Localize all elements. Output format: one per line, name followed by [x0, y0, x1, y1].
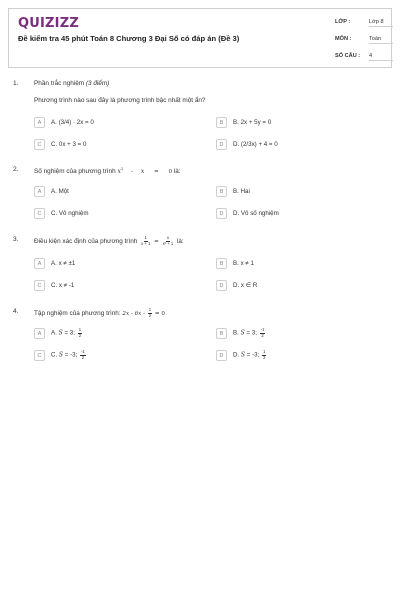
- option-letter: D: [216, 208, 227, 219]
- question-count-label: SỐ CÂU :: [335, 53, 361, 59]
- option-letter: C: [34, 139, 45, 150]
- option-letter: C: [34, 208, 45, 219]
- question-text: Điều kiện xác định của phương trình $\frac{1}{x + 1}$ = $\frac{x}{\text{x² + 1}}$ là:: [34, 235, 184, 246]
- option-letter: A: [34, 258, 45, 269]
- option-letter: C: [34, 350, 45, 361]
- option-b[interactable]: [216, 258, 254, 269]
- option-d[interactable]: [216, 350, 267, 361]
- question-number: 4.: [13, 308, 19, 315]
- option-letter: B: [216, 186, 227, 197]
- class-label: LỚP :: [335, 19, 351, 25]
- option-text: A. Một: [51, 188, 69, 195]
- option-letter: A: [34, 117, 45, 128]
- option-text: C. Vô nghiệm: [51, 210, 89, 217]
- question-number: 2.: [13, 166, 19, 173]
- option-a[interactable]: [34, 186, 69, 197]
- question-text: Số nghiệm của phương trình $x^2 - x = 0$ là:: [34, 166, 181, 175]
- option-text: B. x ≠ 1: [233, 260, 254, 267]
- option-letter: D: [216, 139, 227, 150]
- option-letter: D: [216, 280, 227, 291]
- question-number: 3.: [13, 236, 19, 243]
- document-title: Đề kiểm tra 45 phút Toán 8 Chương 3 Đại Số có đáp án (Đề 3): [18, 34, 240, 43]
- option-letter: C: [34, 280, 45, 291]
- option-c[interactable]: [34, 280, 74, 291]
- option-text: D. x ∈ R: [233, 282, 258, 289]
- fraction-right: $\frac{x}{\text{x² + 1}}$: [162, 235, 174, 246]
- question-intro: Phần trắc nghiệm (3 điểm): [34, 80, 110, 87]
- option-letter: A: [34, 186, 45, 197]
- option-c[interactable]: [34, 208, 89, 219]
- option-c[interactable]: [34, 350, 87, 361]
- option-text: B. 2x + 5y = 0: [233, 119, 272, 126]
- fraction-left: $\frac{1}{x + 1}$: [141, 235, 151, 246]
- option-b[interactable]: [216, 186, 250, 197]
- option-a[interactable]: [34, 258, 75, 269]
- quizizz-logo: QUIZIZZ: [18, 16, 79, 31]
- option-a[interactable]: [34, 328, 83, 339]
- option-text: A. (3/4) · 2x = 0: [51, 119, 94, 126]
- worksheet-header: [8, 8, 392, 68]
- option-letter: B: [216, 328, 227, 339]
- option-text: A. S = 3; $\frac{1}{2}$: [51, 327, 82, 338]
- option-text: C. x ≠ -1: [51, 282, 75, 289]
- option-text: D. S = -3; $\frac{1}{2}$: [233, 349, 266, 360]
- option-text: A. x ≠ ±1: [51, 260, 76, 267]
- option-d[interactable]: [216, 208, 279, 219]
- option-d[interactable]: [216, 280, 257, 291]
- question-intro-note: (3 điểm): [85, 80, 110, 87]
- option-text: C. 0x + 3 = 0: [51, 141, 87, 148]
- option-b[interactable]: [216, 117, 271, 128]
- question-text: Phương trình nào sau đây là phương trình bậc nhất một ẩn?: [34, 97, 206, 104]
- subject-value: Toán: [369, 36, 393, 44]
- option-letter: B: [216, 117, 227, 128]
- option-c[interactable]: [34, 139, 86, 150]
- option-b[interactable]: [216, 328, 266, 339]
- question-text: Tập nghiệm của phương trình: 2x - 6x - $\frac{1}{2}$ = 0: [34, 307, 165, 318]
- equation: $x^2 - x = 0$: [117, 166, 173, 175]
- option-text: C. S = -3; $\frac{-1}{2}$: [51, 349, 85, 360]
- option-letter: B: [216, 258, 227, 269]
- option-text: B. S = 3; $\frac{-1}{2}$: [233, 327, 265, 338]
- option-text: D. Vô số nghiệm: [233, 210, 279, 217]
- question-number: 1.: [13, 80, 19, 87]
- class-value: Lớp 8: [369, 19, 393, 27]
- option-letter: D: [216, 350, 227, 361]
- subject-label: MÔN :: [335, 36, 352, 42]
- option-letter: A: [34, 328, 45, 339]
- option-text: D. (2/3x) + 4 = 0: [233, 141, 278, 148]
- fraction: $\frac{1}{2}$: [148, 307, 152, 318]
- option-d[interactable]: [216, 139, 278, 150]
- question-count-value: 4: [369, 53, 393, 61]
- option-text: B. Hai: [233, 188, 250, 195]
- option-a[interactable]: [34, 117, 94, 128]
